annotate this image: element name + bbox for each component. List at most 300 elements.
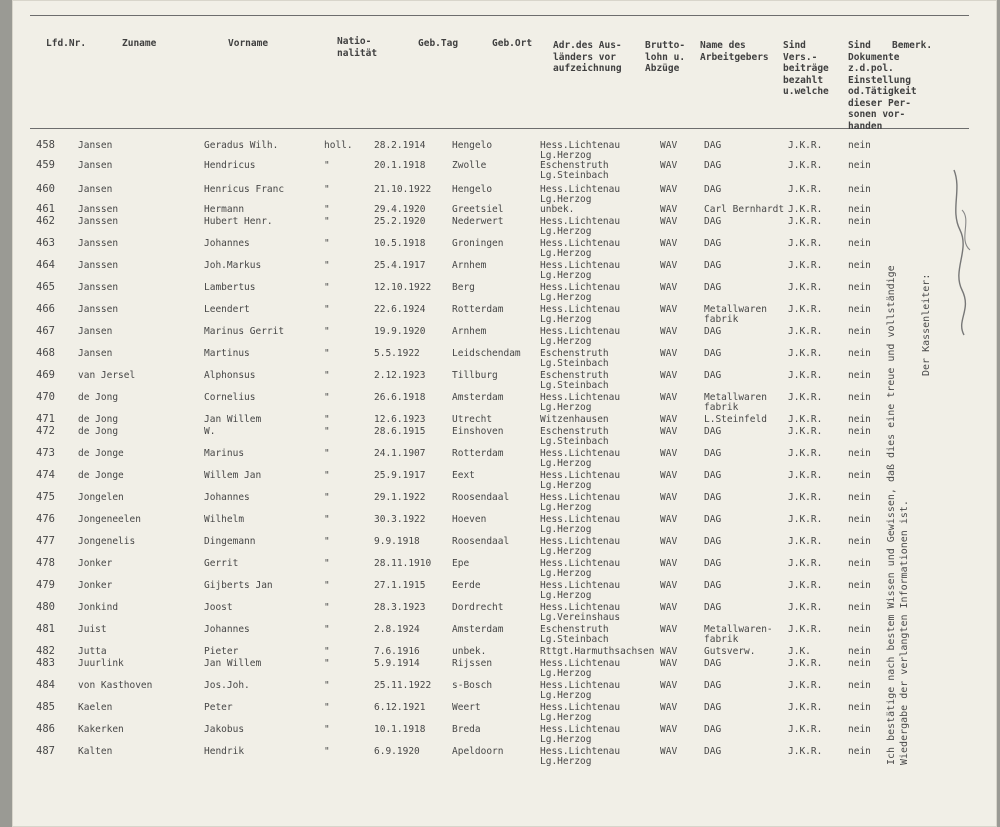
cell-vorname: Dingemann — [204, 536, 256, 547]
cell-vorname: Lambertus — [204, 282, 256, 293]
cell-vers: J.K.R. — [788, 492, 823, 503]
cell-dokumente: nein — [848, 370, 871, 381]
header-vorname: Vorname — [228, 38, 269, 49]
cell-vers: J.K.R. — [788, 536, 823, 547]
cell-zuname: Jonker — [78, 558, 113, 569]
cell-brutto: WAV — [660, 392, 678, 403]
cell-geb-ort: Roosendaal — [452, 492, 510, 503]
cell-geb-tag: 29.1.1922 — [374, 492, 426, 503]
cell-adresse: Lg.Herzog — [540, 336, 592, 347]
cell-brutto: WAV — [660, 580, 678, 591]
cell-geb-ort: Zwolle — [452, 160, 487, 171]
cell-brutto: WAV — [660, 204, 678, 215]
cell-vers: J.K.R. — [788, 426, 823, 437]
cell-vorname: Marinus — [204, 448, 245, 459]
cell-zuname: Jansen — [78, 348, 113, 359]
cell-adresse: Hess.Lichtenau — [540, 238, 621, 249]
cell-geb-tag: 28.6.1915 — [374, 426, 426, 437]
cell-zuname: Janssen — [78, 204, 119, 215]
cell-brutto: WAV — [660, 260, 678, 271]
cell-dokumente: nein — [848, 746, 871, 757]
cell-vers: J.K.R. — [788, 680, 823, 691]
cell-adresse: Lg.Herzog — [540, 226, 592, 237]
cell-zuname: Jonker — [78, 580, 113, 591]
cell-zuname: Jongeneelen — [78, 514, 141, 525]
cell-geb-tag: 25.2.1920 — [374, 216, 426, 227]
cell-arbeitgeber: DAG — [704, 238, 722, 249]
cell-geb-ort: Rotterdam — [452, 448, 504, 459]
cell-dokumente: nein — [848, 260, 871, 271]
cell-nr: 460 — [36, 183, 55, 195]
cell-vorname: Hermann — [204, 204, 245, 215]
cell-geb-ort: Leidschendam — [452, 348, 521, 359]
cell-arbeitgeber: DAG — [704, 370, 722, 381]
cell-arbeitgeber: fabrik — [704, 314, 739, 325]
cell-geb-tag: 27.1.1915 — [374, 580, 426, 591]
cell-brutto: WAV — [660, 746, 678, 757]
cell-vers: J.K.R. — [788, 184, 823, 195]
header-adresse: Adr.des Aus- länders vor aufzeichnung — [553, 40, 622, 74]
cell-adresse: Hess.Lichtenau — [540, 536, 621, 547]
cell-dokumente: nein — [848, 414, 871, 425]
cell-arbeitgeber: DAG — [704, 470, 722, 481]
cell-nationalitaet: " — [324, 414, 330, 425]
cell-geb-tag: 9.9.1918 — [374, 536, 420, 547]
cell-zuname: Jansen — [78, 184, 113, 195]
cell-arbeitgeber: DAG — [704, 702, 722, 713]
cell-arbeitgeber: Gutsverw. — [704, 646, 756, 657]
cell-arbeitgeber: DAG — [704, 580, 722, 591]
cell-arbeitgeber: DAG — [704, 326, 722, 337]
cell-nr: 474 — [36, 469, 55, 481]
cell-adresse: Hess.Lichtenau — [540, 140, 621, 151]
cell-geb-tag: 12.10.1922 — [374, 282, 432, 293]
cell-geb-ort: Berg — [452, 282, 475, 293]
cell-nationalitaet: " — [324, 326, 330, 337]
cell-nr: 471 — [36, 413, 55, 425]
cell-arbeitgeber: DAG — [704, 348, 722, 359]
cell-adresse: Lg.Herzog — [540, 524, 592, 535]
cell-adresse: Hess.Lichtenau — [540, 680, 621, 691]
cell-dokumente: nein — [848, 558, 871, 569]
cell-arbeitgeber: DAG — [704, 216, 722, 227]
cell-nationalitaet: " — [324, 492, 330, 503]
cell-geb-tag: 28.3.1923 — [374, 602, 426, 613]
cell-vers: J.K.R. — [788, 724, 823, 735]
cell-dokumente: nein — [848, 304, 871, 315]
cell-dokumente: nein — [848, 216, 871, 227]
cell-adresse: Lg.Herzog — [540, 194, 592, 205]
cell-zuname: van Jersel — [78, 370, 136, 381]
cell-nationalitaet: " — [324, 536, 330, 547]
cell-vers: J.K.R. — [788, 658, 823, 669]
cell-zuname: Kalten — [78, 746, 113, 757]
cell-dokumente: nein — [848, 536, 871, 547]
cell-arbeitgeber: Metallwaren — [704, 392, 767, 403]
cell-nationalitaet: " — [324, 702, 330, 713]
cell-brutto: WAV — [660, 558, 678, 569]
cell-brutto: WAV — [660, 492, 678, 503]
cell-adresse: Eschenstruth — [540, 348, 609, 359]
cell-nationalitaet: " — [324, 160, 330, 171]
header-geb-ort: Geb.Ort — [492, 38, 533, 49]
cell-nr: 478 — [36, 557, 55, 569]
cell-nr: 485 — [36, 701, 55, 713]
cell-dokumente: nein — [848, 724, 871, 735]
cell-dokumente: nein — [848, 646, 871, 657]
cell-geb-ort: Dordrecht — [452, 602, 504, 613]
cell-adresse: Lg.Herzog — [540, 590, 592, 601]
cell-geb-ort: Amsterdam — [452, 392, 504, 403]
cell-adresse: Lg.Herzog — [540, 668, 592, 679]
cell-adresse: Hess.Lichtenau — [540, 470, 621, 481]
cell-geb-tag: 21.10.1922 — [374, 184, 432, 195]
cell-dokumente: nein — [848, 160, 871, 171]
cell-nationalitaet: " — [324, 746, 330, 757]
cell-adresse: Hess.Lichtenau — [540, 602, 621, 613]
cell-brutto: WAV — [660, 216, 678, 227]
cell-geb-ort: Nederwert — [452, 216, 504, 227]
cell-arbeitgeber: Metallwaren — [704, 304, 767, 315]
cell-vers: J.K.R. — [788, 140, 823, 151]
cell-dokumente: nein — [848, 492, 871, 503]
cell-nationalitaet: " — [324, 580, 330, 591]
cell-vorname: W. — [204, 426, 216, 437]
cell-brutto: WAV — [660, 140, 678, 151]
cell-nationalitaet: " — [324, 646, 330, 657]
header-zuname: Zuname — [122, 38, 157, 49]
cell-geb-tag: 25.11.1922 — [374, 680, 432, 691]
cell-dokumente: nein — [848, 658, 871, 669]
cell-geb-ort: unbek. — [452, 646, 487, 657]
cell-vers: J.K.R. — [788, 370, 823, 381]
cell-nr: 464 — [36, 259, 55, 271]
cell-adresse: Lg.Vereinshaus — [540, 612, 621, 623]
cell-nationalitaet: " — [324, 724, 330, 735]
cell-geb-tag: 2.12.1923 — [374, 370, 426, 381]
cell-nr: 480 — [36, 601, 55, 613]
cell-adresse: Lg.Herzog — [540, 568, 592, 579]
cell-arbeitgeber: Metallwaren- — [704, 624, 773, 635]
cell-arbeitgeber: fabrik — [704, 402, 739, 413]
cell-adresse: Lg.Herzog — [540, 546, 592, 557]
cell-brutto: WAV — [660, 426, 678, 437]
cell-zuname: de Jonge — [78, 448, 124, 459]
cell-geb-ort: Amsterdam — [452, 624, 504, 635]
cell-geb-ort: Utrecht — [452, 414, 493, 425]
cell-nr: 467 — [36, 325, 55, 337]
cell-arbeitgeber: DAG — [704, 602, 722, 613]
cell-arbeitgeber: DAG — [704, 426, 722, 437]
cell-vorname: Jakobus — [204, 724, 245, 735]
cell-vers: J.K.R. — [788, 282, 823, 293]
cell-arbeitgeber: DAG — [704, 514, 722, 525]
cell-arbeitgeber: DAG — [704, 160, 722, 171]
cell-arbeitgeber: Carl Bernhardt — [704, 204, 785, 215]
cell-adresse: Hess.Lichtenau — [540, 448, 621, 459]
cell-dokumente: nein — [848, 282, 871, 293]
cell-adresse: Eschenstruth — [540, 160, 609, 171]
cell-adresse: Lg.Herzog — [540, 756, 592, 767]
cell-adresse: Lg.Herzog — [540, 314, 592, 325]
header-nationalitaet: Natio- nalität — [337, 36, 378, 59]
cell-brutto: WAV — [660, 602, 678, 613]
cell-vers: J.K.R. — [788, 260, 823, 271]
cell-vorname: Willem Jan — [204, 470, 262, 481]
cell-nr: 472 — [36, 425, 55, 437]
cell-nr: 470 — [36, 391, 55, 403]
header-rule — [30, 128, 969, 129]
cell-nationalitaet: " — [324, 348, 330, 359]
cell-zuname: de Jong — [78, 414, 119, 425]
cell-adresse: Hess.Lichtenau — [540, 260, 621, 271]
cell-adresse: Lg.Steinbach — [540, 634, 609, 645]
cell-brutto: WAV — [660, 448, 678, 459]
cell-geb-ort: Roosendaal — [452, 536, 510, 547]
cell-nr: 473 — [36, 447, 55, 459]
cell-adresse: Hess.Lichtenau — [540, 746, 621, 757]
cell-zuname: Jansen — [78, 160, 113, 171]
cell-adresse: Hess.Lichtenau — [540, 492, 621, 503]
cell-vorname: Joh.Markus — [204, 260, 262, 271]
cell-vorname: Martinus — [204, 348, 250, 359]
cell-nationalitaet: " — [324, 282, 330, 293]
cell-nr: 463 — [36, 237, 55, 249]
header-bemerk: Bemerk. — [892, 40, 933, 51]
cell-dokumente: nein — [848, 580, 871, 591]
cell-nationalitaet: " — [324, 448, 330, 459]
cell-nationalitaet: " — [324, 184, 330, 195]
header-dokumente: Sind Dokumente z.d.pol. Einstellung od.Tätigkeit dieser Per- sonen vor- handen — [848, 40, 917, 132]
cell-geb-tag: 6.12.1921 — [374, 702, 426, 713]
cell-vers: J.K.R. — [788, 348, 823, 359]
cell-vorname: Hendrik — [204, 746, 245, 757]
cell-arbeitgeber: DAG — [704, 184, 722, 195]
cell-geb-tag: 25.4.1917 — [374, 260, 426, 271]
cell-geb-ort: Rotterdam — [452, 304, 504, 315]
cell-vers: J.K.R. — [788, 448, 823, 459]
cell-dokumente: nein — [848, 680, 871, 691]
cell-vers: J.K.R. — [788, 238, 823, 249]
cell-geb-tag: 28.11.1910 — [374, 558, 432, 569]
cell-arbeitgeber: DAG — [704, 448, 722, 459]
cell-zuname: Juist — [78, 624, 107, 635]
cell-brutto: WAV — [660, 680, 678, 691]
cell-geb-tag: 22.6.1924 — [374, 304, 426, 315]
cell-vers: J.K.R. — [788, 602, 823, 613]
cell-adresse: Hess.Lichtenau — [540, 184, 621, 195]
cell-vorname: Hubert Henr. — [204, 216, 273, 227]
cell-adresse: Hess.Lichtenau — [540, 658, 621, 669]
cell-vers: J.K.R. — [788, 216, 823, 227]
cell-zuname: de Jong — [78, 392, 119, 403]
cell-geb-tag: 6.9.1920 — [374, 746, 420, 757]
cell-geb-tag: 24.1.1907 — [374, 448, 426, 459]
cell-vers: J.K. — [788, 646, 811, 657]
cell-zuname: Kaelen — [78, 702, 113, 713]
cell-geb-ort: Tillburg — [452, 370, 498, 381]
cell-nationalitaet: " — [324, 658, 330, 669]
cell-geb-tag: 7.6.1916 — [374, 646, 420, 657]
cell-zuname: Janssen — [78, 238, 119, 249]
cell-nationalitaet: " — [324, 304, 330, 315]
cell-vorname: Jos.Joh. — [204, 680, 250, 691]
cell-adresse: Eschenstruth — [540, 370, 609, 381]
cell-nr: 466 — [36, 303, 55, 315]
cell-vers: J.K.R. — [788, 514, 823, 525]
cell-adresse: Hess.Lichtenau — [540, 702, 621, 713]
cell-geb-ort: Greetsiel — [452, 204, 504, 215]
cell-vers: J.K.R. — [788, 392, 823, 403]
cell-brutto: WAV — [660, 470, 678, 481]
cell-vorname: Geradus Wilh. — [204, 140, 279, 151]
cell-adresse: Lg.Steinbach — [540, 358, 609, 369]
cell-vers: J.K.R. — [788, 746, 823, 757]
header-vers: Sind Vers.- beiträge bezahlt u.welche — [783, 40, 829, 97]
cell-geb-ort: Epe — [452, 558, 470, 569]
cell-nr: 465 — [36, 281, 55, 293]
cell-vers: J.K.R. — [788, 326, 823, 337]
cell-arbeitgeber: DAG — [704, 724, 722, 735]
cell-adresse: Hess.Lichtenau — [540, 558, 621, 569]
cell-geb-tag: 20.1.1918 — [374, 160, 426, 171]
cell-brutto: WAV — [660, 238, 678, 249]
cell-nr: 481 — [36, 623, 55, 635]
top-rule — [30, 15, 969, 16]
cell-nationalitaet: " — [324, 558, 330, 569]
cell-zuname: von Kasthoven — [78, 680, 153, 691]
cell-zuname: Janssen — [78, 282, 119, 293]
cell-brutto: WAV — [660, 414, 678, 425]
cell-vers: J.K.R. — [788, 414, 823, 425]
cell-adresse: Lg.Steinbach — [540, 170, 609, 181]
cell-nationalitaet: " — [324, 470, 330, 481]
cell-vorname: Hendricus — [204, 160, 256, 171]
cell-adresse: Hess.Lichtenau — [540, 326, 621, 337]
cell-geb-ort: Groningen — [452, 238, 504, 249]
cell-vorname: Johannes — [204, 238, 250, 249]
signer-label: Der Kassenleiter: — [921, 273, 932, 376]
cell-dokumente: nein — [848, 448, 871, 459]
cell-zuname: Jansen — [78, 140, 113, 151]
cell-adresse: Hess.Lichtenau — [540, 282, 621, 293]
cell-arbeitgeber: DAG — [704, 746, 722, 757]
cell-arbeitgeber: L.Steinfeld — [704, 414, 767, 425]
cell-geb-tag: 2.8.1924 — [374, 624, 420, 635]
cell-zuname: Jongenelis — [78, 536, 136, 547]
cell-dokumente: nein — [848, 204, 871, 215]
cell-dokumente: nein — [848, 702, 871, 713]
cell-nr: 475 — [36, 491, 55, 503]
cell-nr: 468 — [36, 347, 55, 359]
cell-nr: 469 — [36, 369, 55, 381]
cell-vers: J.K.R. — [788, 304, 823, 315]
cell-adresse: Hess.Lichtenau — [540, 392, 621, 403]
cell-geb-tag: 30.3.1922 — [374, 514, 426, 525]
cell-nationalitaet: " — [324, 680, 330, 691]
cell-arbeitgeber: fabrik — [704, 634, 739, 645]
cell-arbeitgeber: DAG — [704, 658, 722, 669]
cell-nr: 486 — [36, 723, 55, 735]
cell-nr: 462 — [36, 215, 55, 227]
header-geb-tag: Geb.Tag — [418, 38, 459, 49]
cell-vers: J.K.R. — [788, 702, 823, 713]
cell-arbeitgeber: DAG — [704, 282, 722, 293]
cell-vorname: Johannes — [204, 492, 250, 503]
cell-geb-tag: 12.6.1923 — [374, 414, 426, 425]
cell-arbeitgeber: DAG — [704, 140, 722, 151]
header-lfd-nr: Lfd.Nr. — [46, 38, 87, 49]
cell-geb-tag: 10.5.1918 — [374, 238, 426, 249]
cell-vorname: Gerrit — [204, 558, 239, 569]
handwritten-signature — [932, 150, 992, 340]
cell-dokumente: nein — [848, 392, 871, 403]
cell-adresse: Lg.Herzog — [540, 270, 592, 281]
cell-vers: J.K.R. — [788, 580, 823, 591]
cell-arbeitgeber: DAG — [704, 558, 722, 569]
cell-arbeitgeber: DAG — [704, 492, 722, 503]
cell-adresse: unbek. — [540, 204, 575, 215]
cell-nationalitaet: " — [324, 602, 330, 613]
cell-zuname: Jonkind — [78, 602, 119, 613]
cell-adresse: Hess.Lichtenau — [540, 304, 621, 315]
cell-zuname: de Jonge — [78, 470, 124, 481]
header-arbeitgeber: Name des Arbeitgebers — [700, 40, 769, 63]
cell-brutto: WAV — [660, 326, 678, 337]
cell-brutto: WAV — [660, 536, 678, 547]
cell-geb-ort: Breda — [452, 724, 481, 735]
cell-vers: J.K.R. — [788, 558, 823, 569]
cell-brutto: WAV — [660, 282, 678, 293]
cell-vorname: Peter — [204, 702, 233, 713]
cell-geb-ort: Arnhem — [452, 326, 487, 337]
cell-zuname: Jutta — [78, 646, 107, 657]
cell-nationalitaet: " — [324, 370, 330, 381]
cell-adresse: Rttgt.Harmuthsachsen — [540, 646, 655, 657]
cell-dokumente: nein — [848, 470, 871, 481]
cell-brutto: WAV — [660, 304, 678, 315]
cell-geb-ort: Weert — [452, 702, 481, 713]
cell-nr: 459 — [36, 159, 55, 171]
cell-zuname: Juurlink — [78, 658, 124, 669]
cell-brutto: WAV — [660, 702, 678, 713]
cell-zuname: Janssen — [78, 304, 119, 315]
cell-dokumente: nein — [848, 624, 871, 635]
cell-brutto: WAV — [660, 646, 678, 657]
cell-nationalitaet: " — [324, 204, 330, 215]
cell-adresse: Lg.Herzog — [540, 402, 592, 413]
cell-dokumente: nein — [848, 602, 871, 613]
cell-adresse: Lg.Herzog — [540, 690, 592, 701]
cell-nationalitaet: " — [324, 260, 330, 271]
cell-arbeitgeber: DAG — [704, 260, 722, 271]
cell-geb-ort: s-Bosch — [452, 680, 493, 691]
cell-zuname: Janssen — [78, 216, 119, 227]
cell-vorname: Alphonsus — [204, 370, 256, 381]
cell-vers: J.K.R. — [788, 470, 823, 481]
cell-dokumente: nein — [848, 184, 871, 195]
cell-nr: 461 — [36, 203, 55, 215]
cell-vorname: Pieter — [204, 646, 239, 657]
cell-adresse: Lg.Herzog — [540, 150, 592, 161]
cell-geb-ort: Eerde — [452, 580, 481, 591]
header-brutto: Brutto- lohn u. Abzüge — [645, 40, 686, 74]
cell-nr: 476 — [36, 513, 55, 525]
cell-zuname: Janssen — [78, 260, 119, 271]
cell-geb-tag: 26.6.1918 — [374, 392, 426, 403]
cell-nr: 479 — [36, 579, 55, 591]
cell-nationalitaet: " — [324, 216, 330, 227]
